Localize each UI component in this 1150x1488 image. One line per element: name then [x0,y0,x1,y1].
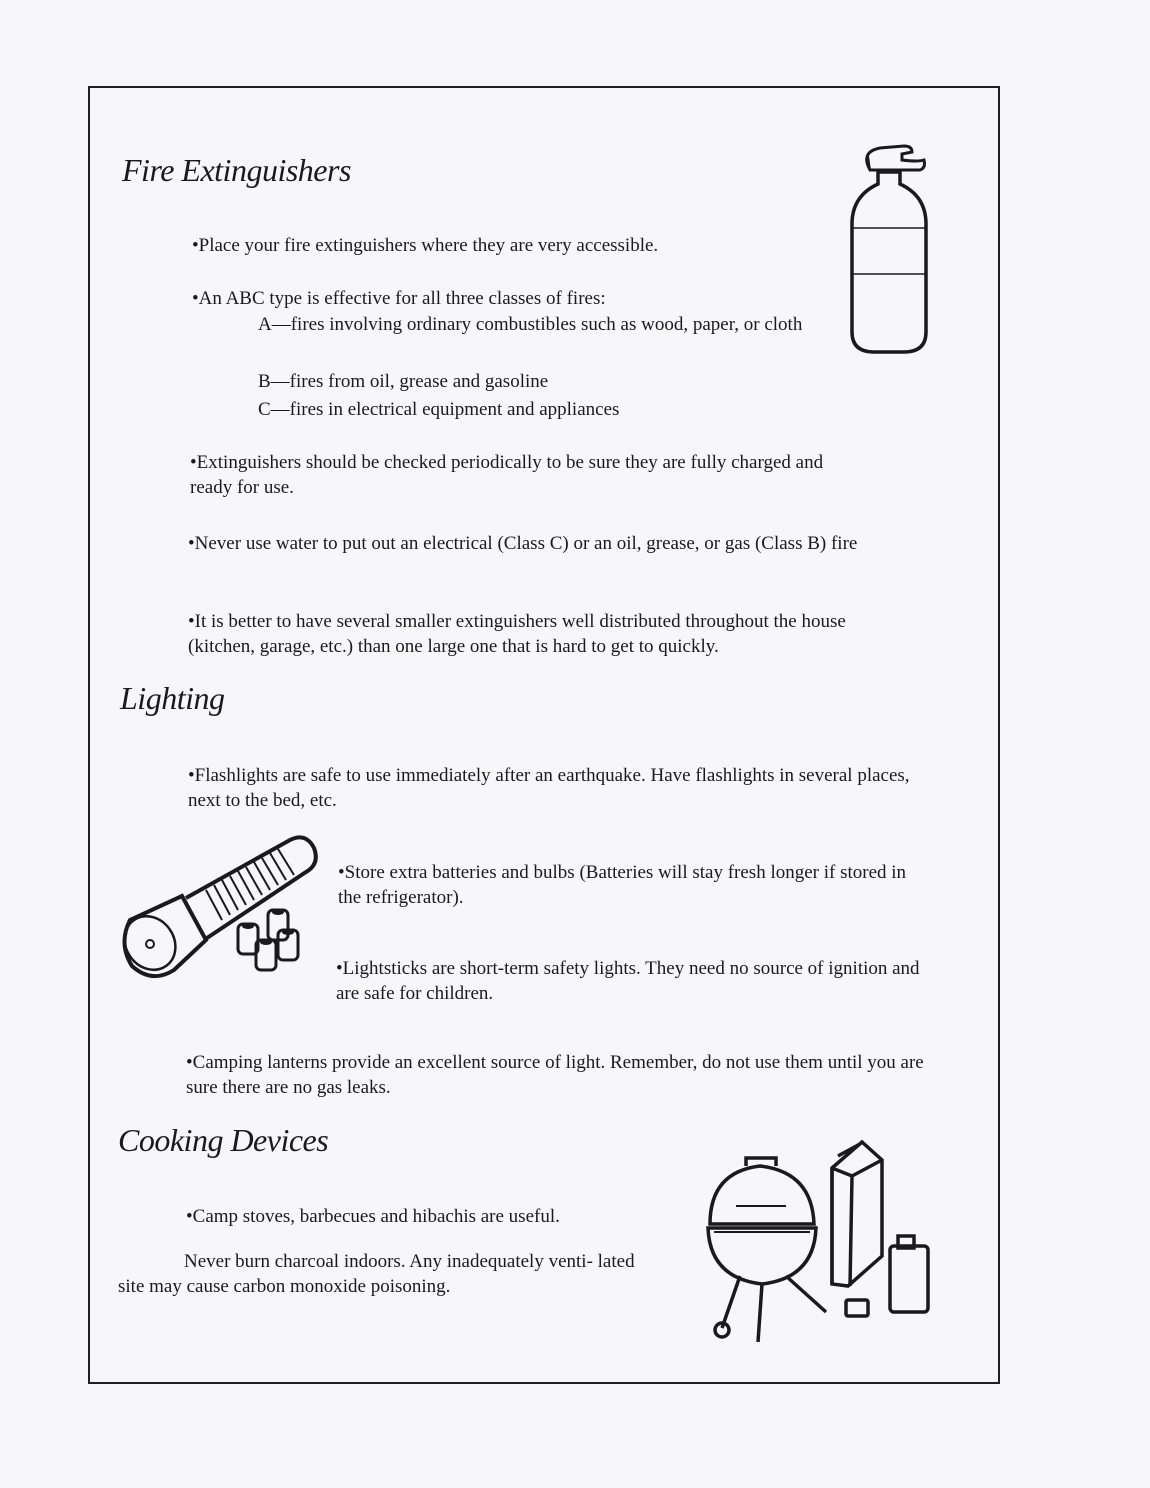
fire-extinguisher-icon [840,140,940,358]
heading-cooking-devices: Cooking Devices [118,1122,329,1158]
flashlight-icon [110,828,350,988]
fire-bullet-accessible: •Place your fire extinguishers where they are very accessible. [192,235,659,256]
barbecue-icon [700,1136,940,1346]
heading-fire-extinguishers: Fire Extinguishers [122,152,351,188]
fire-bullet-abc: •An ABC type is effective for all three classes of fires: [192,288,606,309]
fire-bullet-water: •Never use water to put out an electrical (Class C) or an oil, grease, or gas (Class B) fire [188,533,858,554]
lighting-bullet-flashlights: •Flashlights are safe to use immediately after an earthquake. Have flashlights in several places, next to the bed, etc. [188,765,910,811]
lighting-bullet-lightsticks: •Lightsticks are short-term safety lights. They need no source of ignition and are safe for children. [336,958,920,1004]
fire-class-a: A—fires involving ordinary combustibles such as wood, paper, or cloth [258,314,803,335]
lighting-bullet-batteries: •Store extra batteries and bulbs (Batteries will stay fresh longer if stored in the refrigerator). [338,862,907,908]
fire-class-c: C—fires in electrical equipment and appliances [258,399,620,420]
cooking-bullet-camp-stoves: •Camp stoves, barbecues and hibachis are useful. [186,1206,560,1227]
heading-lighting: Lighting [120,680,225,716]
lighting-bullet-lanterns: •Camping lanterns provide an excellent source of light. Remember, do not use them until you are sure there are no gas leaks. [186,1052,924,1098]
cooking-charcoal-warning: Never burn charcoal indoors. Any inadequately venti- lated site may cause carbon monoxide poisoning. [118,1251,635,1297]
fire-class-b: B—fires from oil, grease and gasoline [258,371,549,392]
fire-bullet-checked: •Extinguishers should be checked periodically to be sure they are fully charged and ready for use. [190,452,824,498]
fire-bullet-several: •It is better to have several smaller extinguishers well distributed throughout the house (kitchen, garage, etc.) than one large one that is hard to get to quickly. [188,611,846,657]
